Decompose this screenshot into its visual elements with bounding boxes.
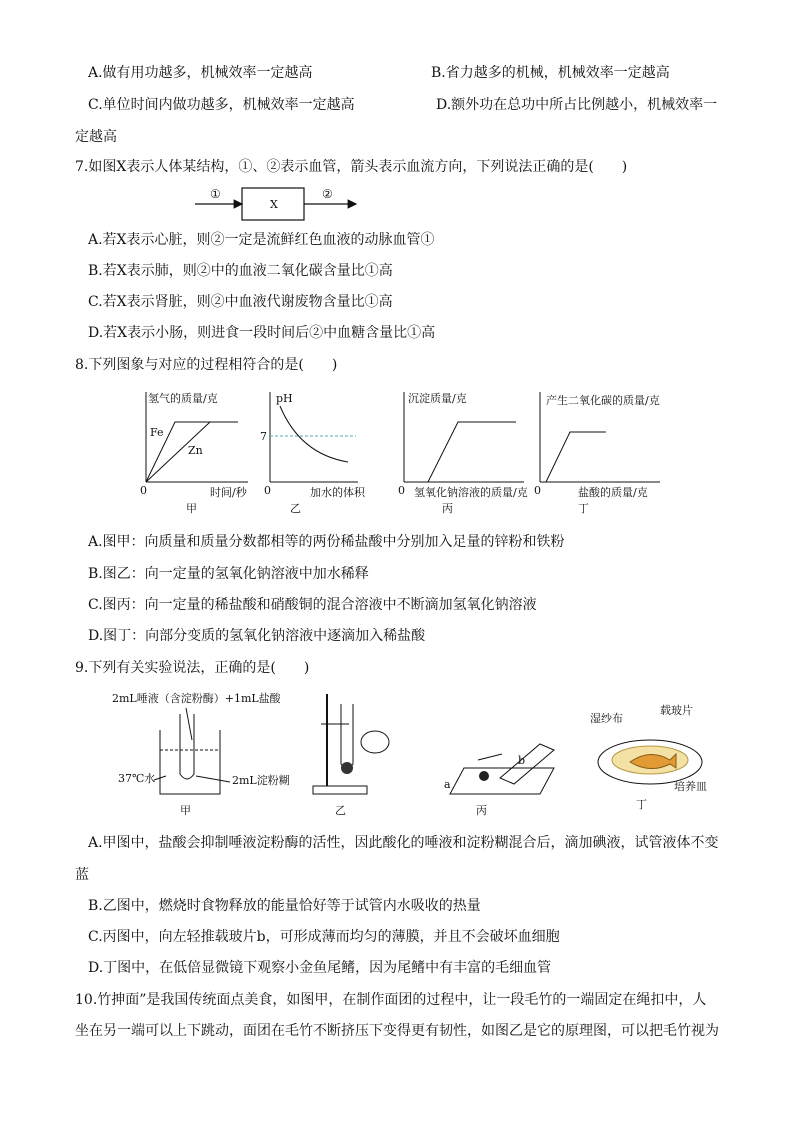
ding-dish-label: 培养皿 bbox=[674, 780, 707, 793]
beaker bbox=[160, 730, 220, 794]
q8-option-a: A.图甲：向质量和质量分数都相等的两份稀盐酸中分别加入足量的锌粉和铁粉 bbox=[88, 534, 565, 550]
q9-option-b: B.乙图中，燃烧时食物释放的能量恰好等于试管内水吸收的热量 bbox=[88, 898, 481, 914]
jia-xlabel: 时间/秒 bbox=[210, 486, 247, 499]
vessel-1-label: ① bbox=[210, 187, 221, 201]
q7-option-a: A.若X表示心脏，则②一定是流鲜红色血液的动脉血管① bbox=[88, 232, 435, 248]
figure-bing-slides bbox=[444, 744, 554, 817]
bing-b-label: b bbox=[518, 754, 526, 767]
graph-ding bbox=[534, 392, 660, 515]
bing-caption: 丙 bbox=[442, 502, 453, 515]
test-tube bbox=[180, 714, 194, 779]
bing-caption: 丙 bbox=[476, 804, 487, 817]
q8-option-d: D.图丁：向部分变质的氢氧化钠溶液中逐滴加入稀盐酸 bbox=[88, 628, 426, 644]
q8-graphs bbox=[130, 380, 690, 520]
ding-caption: 丁 bbox=[636, 798, 647, 811]
figure-yi-stand bbox=[313, 694, 389, 817]
bing-xlabel: 氢氧化钠溶液的质量/克 bbox=[414, 486, 528, 499]
q10-line-1: 10.竹抻面”是我国传统面点美食，如图甲，在制作面团的过程中，让一段毛竹的一端固定在绳扣中，人 bbox=[75, 992, 707, 1008]
yi-origin: 0 bbox=[264, 484, 271, 497]
jia-fe-label: Fe bbox=[150, 426, 164, 439]
q8-option-c: C.图丙：向一定量的稀盐酸和硝酸铜的混合溶液中不断滴加氢氧化钠溶液 bbox=[88, 597, 537, 613]
graph-yi bbox=[260, 392, 366, 515]
q6-option-d: D.额外功在总功中所占比例越小，机械效率一 bbox=[436, 97, 718, 113]
ding-caption: 丁 bbox=[578, 502, 589, 515]
jia-zn-label: Zn bbox=[188, 444, 203, 457]
vessel-2-label: ② bbox=[322, 187, 333, 201]
q9-option-a: A.甲图中，盐酸会抑制唾液淀粉酶的活性，因此酸化的唾液和淀粉糊混合后，滴加碘液，试管液体不变 bbox=[88, 835, 719, 851]
q6-option-b: B.省力越多的机械，机械效率一定越高 bbox=[431, 65, 670, 81]
jia-caption: 甲 bbox=[186, 502, 197, 515]
structure-x-label: X bbox=[270, 198, 278, 211]
q6-option-c: C.单位时间内做功越多，机械效率一定越高 bbox=[88, 97, 355, 113]
figure-ding-dish bbox=[590, 703, 707, 811]
q9-option-d: D.丁图中，在低倍显微镜下观察小金鱼尾鳍，因为尾鳍中有丰富的毛细血管 bbox=[88, 960, 552, 976]
q7-stem: 7.如图X表示人体某结构，①、②表示血管，箭头表示血流方向，下列说法正确的是( ) bbox=[75, 159, 628, 175]
ding-origin: 0 bbox=[534, 484, 541, 497]
jia-top-label: 2mL唾液（含淀粉酶）+1mL盐酸 bbox=[112, 692, 281, 705]
ding-cloth-label: 湿纱布 bbox=[590, 712, 623, 725]
q9-option-a-continued: 蓝 bbox=[75, 867, 89, 883]
q7-blood-flow-diagram bbox=[190, 182, 370, 222]
burning-food bbox=[341, 762, 353, 774]
graph-bing bbox=[398, 391, 528, 515]
yi-seven: 7 bbox=[260, 430, 267, 443]
figure-jia-beaker bbox=[112, 691, 290, 817]
q6-option-a: A.做有用功越多，机械效率一定越高 bbox=[88, 65, 313, 81]
jia-paste-label: 2mL淀粉糊 bbox=[232, 774, 290, 787]
yi-xlabel: 加水的体积 bbox=[310, 486, 365, 499]
ding-xlabel: 盐酸的质量/克 bbox=[578, 486, 648, 499]
graph-jia bbox=[140, 391, 248, 515]
q9-option-c: C.丙图中，向左轻推载玻片b，可形成薄而均匀的薄膜，并且不会破坏血细胞 bbox=[88, 929, 560, 945]
ph-curve bbox=[280, 406, 348, 462]
bing-ylabel: 沉淀质量/克 bbox=[408, 392, 467, 405]
ding-ylabel: 产生二氧化碳的质量/克 bbox=[546, 394, 660, 407]
bing-origin: 0 bbox=[398, 484, 405, 497]
co2-line bbox=[540, 432, 606, 482]
jia-caption: 甲 bbox=[180, 804, 191, 817]
yi-caption: 乙 bbox=[335, 804, 346, 817]
jia-water-label: 37℃水 bbox=[118, 772, 156, 785]
bing-a-label: a bbox=[444, 778, 451, 791]
q7-option-c: C.若X表示肾脏，则②中血液代谢废物含量比①高 bbox=[88, 294, 393, 310]
jia-ylabel: 氢气的质量/克 bbox=[148, 392, 218, 405]
ding-slide-label: 载玻片 bbox=[660, 704, 693, 717]
q8-option-b: B.图乙：向一定量的氢氧化钠溶液中加水稀释 bbox=[88, 566, 369, 582]
q9-stem: 9.下列有关实验说法，正确的是( ) bbox=[75, 660, 310, 676]
q10-line-2: 坐在另一端可以上下跳动，面团在毛竹不断挤压下变得更有韧性，如图乙是它的原理图，可以把毛竹视为 bbox=[75, 1023, 719, 1039]
precipitate-line bbox=[404, 422, 516, 482]
q9-figures bbox=[100, 684, 720, 824]
yi-caption: 乙 bbox=[290, 502, 301, 515]
q7-option-b: B.若X表示肺，则②中的血液二氧化碳含量比①高 bbox=[88, 263, 393, 279]
q6-option-d-continued: 定越高 bbox=[75, 129, 117, 145]
jia-origin: 0 bbox=[140, 484, 147, 497]
q8-stem: 8.下列图象与对应的过程相符合的是( ) bbox=[75, 357, 338, 373]
yi-ylabel: pH bbox=[276, 392, 293, 405]
q7-option-d: D.若X表示小肠，则进食一段时间后②中血糖含量比①高 bbox=[88, 325, 436, 341]
